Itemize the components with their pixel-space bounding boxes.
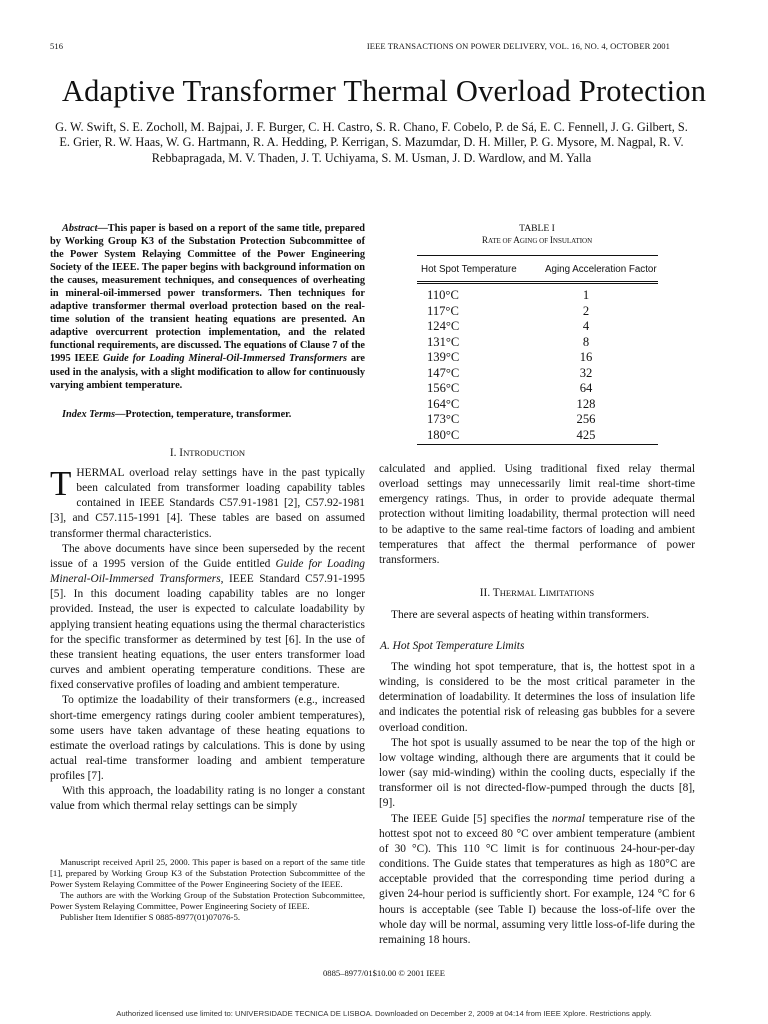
table-bottom-rule xyxy=(417,444,658,445)
section-2-title-part: L xyxy=(538,587,546,599)
paper-title: Adaptive Transformer Thermal Overload Protection xyxy=(61,74,707,108)
intro-paragraph-2 xyxy=(50,542,365,694)
aging-factor-cell: 1 xyxy=(582,288,590,302)
hot-spot-temperature-cell: 124°C xyxy=(427,319,460,333)
section-2-title-part: T xyxy=(492,587,500,599)
hot-spot-temperature-cell: 180°C xyxy=(427,427,460,442)
aging-factor-cell: 2 xyxy=(582,303,590,318)
table-row xyxy=(417,335,658,351)
section-2-intro-text: There are several aspects of heating within transformers. xyxy=(391,609,650,621)
authorization-note: Authorized licensed use limited to: UNIVERSIDADE TECNICA DE LISBOA. Downloaded on December 2, 2009 at 04:14 from IEEE Xplore. Restrictions apply. xyxy=(116,1009,652,1018)
abstract-guide-title: Guide for Loading Mineral-Oil-Immersed Transformers xyxy=(102,353,347,365)
aging-factor-cell: 4 xyxy=(582,319,590,333)
abstract-label: Abstract xyxy=(62,223,98,234)
index-terms-dash: — xyxy=(115,409,126,420)
section-2-numeral: II. xyxy=(479,587,491,599)
intro-paragraph-3: To optimize the loadability of their transformers (e.g., increased short-time emergency ratings during cooler ambient temperatures), some users have taken advantage of these heating equations to estimate the overload ratings by calculations. This is done by using actual real-time transformer loading and ambient temperature profiles [7]. xyxy=(50,694,365,783)
hot-spot-p3-a: The IEEE Guide [5] specifies the xyxy=(391,812,552,825)
hot-spot-temperature-cell: 156°C xyxy=(427,381,460,395)
intro-paragraph-1 xyxy=(50,466,365,542)
index-terms xyxy=(50,408,365,421)
hot-spot-p3-normal: normal xyxy=(552,812,585,825)
section-2-body xyxy=(379,660,695,948)
intro-p2-b: IEEE Standard C57.91-1995 [5]. In this document loading capability tables are no longer provided. Instead, the user is expected to calculate loadability by applying transient heating equations using the thermal characteristics for the specific transformer as determined by test [6]. In the use of these transient heating equations, the user enters transformer load curves and ambient operating temperature conditions. These are fixed conservative profiles of loading and ambient temperature. xyxy=(50,573,365,692)
intro-continuation xyxy=(379,462,695,568)
table-top-rule xyxy=(417,255,658,256)
aging-factor-cell: 256 xyxy=(576,412,596,426)
section-2-title-part: HERMAL xyxy=(499,588,536,598)
hot-spot-temperature-cell: 117°C xyxy=(427,303,459,318)
aging-factor-cell: 64 xyxy=(579,381,593,395)
author-list: G. W. Swift, S. E. Zocholl, M. Bajpai, J. F. Burger, C. H. Castro, S. R. Chano, F. Cobelo, P. de Sá, E. C. Fennell, J. G. Gilbert, S. E. Grier, R. W. Haas, W. G. Hartmann, R. A. Hedding, P. Kerrigan, S. Mazumdar, D. H. Miller, P. G. Mysore, M. Nagpal, R. V. Rebbapragada, M. V. Thaden, J. T. Uchiyama, S. M. Usman, J. D. Wardlow, and M. Yalla xyxy=(55,120,688,165)
abstract xyxy=(50,222,365,392)
table-header-rule-2 xyxy=(417,283,658,284)
section-1-numeral: I. xyxy=(169,447,177,459)
caption-part: R xyxy=(481,235,488,245)
table-header-aging-factor: Aging Acceleration Factor xyxy=(545,264,657,275)
hot-spot-temperature-cell: 173°C xyxy=(427,412,460,426)
hot-spot-p3-b: temperature rise of the hottest spot not to exceed 80 °C over ambient temperature (ambient of 30 °C). This 110 °C limit is for continuous 24-hour-per-day conditions. The Guide states that temperatures as high as 180°C are acceptable provided that the corresponding time period during a given 24-hour period is sufficiently short. For example, 124 °C for 6 hours is acceptable (see Table I) because the loss-of-life over the whole day will be normal, assuming very little loss-of-life during the remaining 18 hours. xyxy=(379,812,695,946)
hot-spot-temperature-cell: 139°C xyxy=(427,350,460,364)
hot-spot-paragraph-1: The winding hot spot temperature, that is, the hottest spot in a winding, is considered to be the most critical parameter in the determination of loadability. It determines the loss of insulation life and indicates the potential risk of releasing gas bubbles for a severe overload condition. xyxy=(379,661,695,734)
table-row xyxy=(417,366,658,382)
caption-part: NSULATION xyxy=(552,237,593,245)
section-2-heading xyxy=(379,587,695,599)
caption-part: ATE OF xyxy=(487,237,514,245)
intro-p1-text: HERMAL overload relay settings have in the past typically been calculated from transformer loading capability tables contained in IEEE Standards C57.91-1981 [2], C57.92-1981 [3], and C57.115-1991 [4]. These tables are based on assumed transformer thermal characteristics. xyxy=(50,467,365,540)
section-2-intro xyxy=(379,608,695,623)
aging-factor-cell: 16 xyxy=(579,350,593,364)
table-row xyxy=(417,397,658,413)
table-row xyxy=(417,412,658,428)
table-row xyxy=(417,288,658,304)
index-terms-text: Protection, temperature, transformer. xyxy=(125,409,292,420)
caption-part: I xyxy=(549,235,553,245)
table-row xyxy=(417,304,658,320)
aging-factor-cell: 32 xyxy=(579,365,593,380)
footnotes xyxy=(50,857,365,922)
intro-paragraph-4: With this approach, the loadability rating is no longer a constant value from which thermal relay settings can be simply xyxy=(50,785,365,813)
table-header-hot-spot: Hot Spot Temperature xyxy=(421,264,517,275)
footnote-manuscript: Manuscript received April 25, 2000. This paper is based on a report of the same title [1], prepared by Working Group K3 of the Substation Protection Subcommittee of the Power System Relaying Committee of the Power Engineering Society of the IEEE. xyxy=(50,857,365,889)
section-1-heading xyxy=(50,447,365,459)
hot-spot-paragraph-3 xyxy=(379,812,695,948)
table-row xyxy=(417,381,658,397)
caption-part: GING OF xyxy=(519,237,550,245)
caption-part: A xyxy=(513,235,520,245)
abstract-text-1: This paper is based on a report of the same title, prepared by Working Group K3 of the Substation Protection Subcommittee of the Power System Relaying Committee of the Power Engineering Society of the IEEE. The paper begins with background information on the causes, measurement techniques, and consequences of overheating in mineral-oil-immersed power transformers. Then techniques for adaptive transformer thermal overload protection based on the real-time solution of the transient heating equations are presented. An adaptive overcurrent protection implementation, and the related functional requirements, are discussed. The equations of Clause 7 of the 1995 IEEE xyxy=(50,223,365,365)
introduction-body xyxy=(50,466,365,815)
aging-factor-cell: 8 xyxy=(582,334,590,349)
table-row xyxy=(417,319,658,335)
subsection-a-heading: A. Hot Spot Temperature Limits xyxy=(380,640,525,652)
table-caption xyxy=(420,235,654,245)
intro-p2-a: The above documents have since been superseded by the recent issue of a 1995 version of the Guide entitled xyxy=(50,542,365,570)
hot-spot-temperature-cell: 110°C xyxy=(427,288,459,302)
section-1-title-first: I xyxy=(179,447,184,459)
footnote-publisher-id: Publisher Item Identifier S 0885-8977(01)07076-5. xyxy=(60,911,241,922)
hot-spot-paragraph-2: The hot spot is usually assumed to be near the top of the high or low voltage winding, although there are arguments that it could be lower (say mid-winding) within the cooling ducts, especially if the transformer oil is not directed-flow-pumped through the ducts [8], [9]. xyxy=(379,736,695,810)
copyright-line: 0885–8977/01$10.00 © 2001 IEEE xyxy=(322,968,446,978)
section-2-title-part: IMITATIONS xyxy=(545,588,595,598)
table-row xyxy=(417,350,658,366)
hot-spot-temperature-cell: 164°C xyxy=(427,396,460,411)
intro-continuation-paragraph: calculated and applied. Using traditional fixed relay thermal overload settings may unnecessarily limit real-time short-time emergency ratings. Thus, in order to provide adequate thermal protection without limiting loadability, thermal protection will need to be adaptive to the same real-time factors of loading and ambient temperatures that affect the thermal performance of power transformers. xyxy=(379,463,695,566)
table-body xyxy=(417,288,658,443)
index-terms-label: Index Terms xyxy=(62,409,116,420)
hot-spot-temperature-cell: 131°C xyxy=(427,334,460,349)
intro-p2-guide: Guide for Loading Mineral-Oil-Immersed Transformers, xyxy=(50,557,365,586)
section-1-title-rest: NTRODUCTION xyxy=(183,448,246,458)
footnote-authors: The authors are with the Working Group of the Substation Protection Subcommittee, Power System Relaying Committee, Power Engineering Society of IEEE. xyxy=(50,889,365,911)
table-header-rule xyxy=(417,281,658,282)
abstract-text-2: are used in the analysis, with a slight modification to allow for continuously varying ambient temperature. xyxy=(50,353,365,391)
abstract-dash: — xyxy=(97,223,108,234)
dropcap: T xyxy=(50,464,72,503)
aging-factor-cell: 128 xyxy=(576,396,596,411)
hot-spot-temperature-cell: 147°C xyxy=(427,365,460,380)
table-label: TABLE I xyxy=(519,223,555,234)
page-number: 516 xyxy=(50,41,64,51)
journal-header: IEEE TRANSACTIONS ON POWER DELIVERY, VOL. 16, NO. 4, OCTOBER 2001 xyxy=(366,41,670,51)
aging-factor-cell: 425 xyxy=(576,427,596,442)
table-row xyxy=(417,428,658,444)
